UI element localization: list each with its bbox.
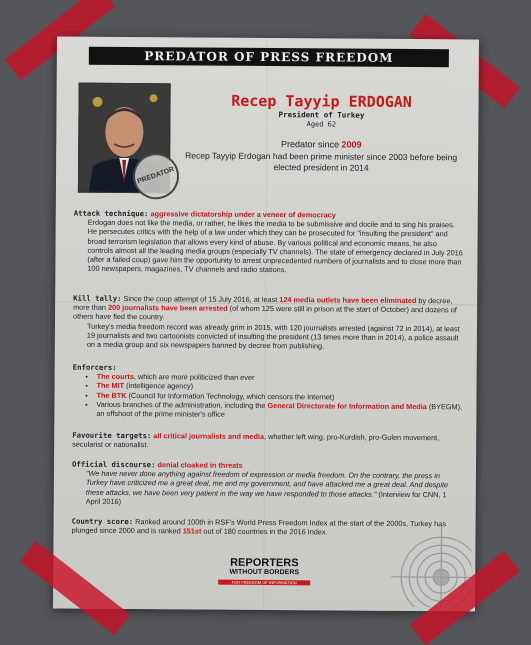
score-heading: Country score:: [71, 516, 134, 527]
section-attack: [73, 209, 463, 276]
section-kill-tally: [73, 294, 463, 352]
kill-text-1: Since the coup attempt of 15 July 2016, at least: [123, 294, 280, 305]
section-targets: [72, 431, 462, 452]
kill-highlight-1: 124 media outlets have been eliminated: [279, 295, 417, 306]
kill-highlight-2: 200 journalists have been arrested: [107, 303, 228, 313]
person-name: Recep Tayyip ERDOGAN: [231, 91, 412, 112]
attack-heading: Attack technique:: [73, 208, 149, 219]
predator-since: [186, 138, 456, 150]
kill-text-2: by decree, more than: [73, 296, 453, 313]
kill-heading: Kill tally:: [73, 293, 122, 303]
discourse-heading: Official discourse:: [71, 459, 156, 470]
enforcer-desc: Various branches of the administration, including the: [96, 399, 268, 410]
poster-sheet: [53, 37, 479, 612]
enforcers-heading: Enforcers:: [72, 362, 117, 372]
list-item: [96, 400, 462, 421]
discourse-quote: "We have never done anything against freedom of expression or media freedom. On the contrary, the press in Turkey have criticized me a great deal, me and my government, and have attacked me a great deal. And despite these attacks, we have been very patient in the way we have responded to those attacks.": [85, 468, 449, 499]
score-text-1: Ranked around 100th in RSF's World Press Freedom Index at the start of the 2000s, Turkey has plunged since 2000 and is ranked: [71, 517, 446, 536]
rsf-logo: [218, 558, 310, 586]
intro-text: Recep Tayyip Erdogan had been prime minister since 2003 before being elected president in 2014: [185, 150, 458, 173]
logo-line-2: WITHOUT BORDERS: [229, 568, 300, 577]
targets-heading: Favourite targets:: [72, 430, 152, 441]
attack-body: Erdogan does not like the media, or rather, he likes the media to be submissive and docile and to sing his praises. He persecutes critics with the help of a law under which they can be prosecuted for "insulting the president" and broad terrorism legislation that allows every kind of abuse. By various political and economic means, he also controls almost all the leading media groups (especially TV channels). The state of emergency declared in July 2016 (after a failed coup) gave him the opportunity to arrest unprecedented numbers of journalists and to close more than 100 newspapers, magazines, TV channels and radio stations.: [87, 217, 463, 275]
discourse-source: (Interview for CNN, 1 April 2016): [85, 489, 447, 506]
discourse-highlight: denial cloaked in threats: [157, 460, 243, 470]
kill-paragraph-2: Turkey's media freedom record was already grim in 2015, with 120 journalists arrested (against 72 in 2014), at least 19 journalists and two cartoonists convicted of insulting the president (13 times more than in 2014), a police assault on a media group and six newspapers banned by decree from publishing.: [86, 321, 460, 351]
banner-title: PREDATOR OF PRESS FREEDOM: [89, 47, 449, 68]
enforcers-list: [72, 372, 462, 421]
enforcer-desc: , which are more politicized than ever: [133, 372, 255, 383]
predator-stamp: PREDATOR: [127, 147, 186, 206]
targets-highlight: all critical journalists and media: [153, 431, 265, 441]
enforcer-name: The courts: [96, 372, 134, 382]
person-age: Aged 62: [306, 120, 337, 129]
section-discourse: [72, 460, 462, 509]
logo-line-1: REPORTERS: [230, 556, 299, 570]
section-enforcers: [72, 363, 462, 421]
targets-body: , whether left wing, pro-Kurdish, pro-Gulen movement, secularist or nationalist.: [72, 431, 440, 450]
since-label: Predator since: [280, 139, 342, 150]
enforcer-desc: (intelligence agency): [124, 381, 194, 391]
attack-highlight: aggressive dictatorship under a veneer of democracy: [150, 209, 336, 220]
kill-text-3: (of whom 125 were still in prison at the start of October) and dozens of others have fled the country.: [73, 303, 457, 322]
enforcer-name: General Directorate for Information and Media: [267, 400, 427, 411]
score-text-2: out of 180 countries in the 2016 Index.: [201, 526, 328, 537]
since-year: 2009: [341, 139, 362, 150]
enforcer-name: The MIT: [96, 381, 125, 391]
enforcer-desc: (BYEGM), an offshoot of the prime minister's office: [96, 401, 463, 419]
enforcer-desc: (Council for Information Technology, which censors the Internet): [126, 390, 335, 402]
score-rank: 151st: [182, 526, 202, 536]
logo-tagline: FOR FREEDOM OF INFORMATION: [218, 580, 310, 586]
person-role: President of Turkey: [278, 110, 365, 120]
enforcer-name: The BTK: [96, 390, 127, 400]
